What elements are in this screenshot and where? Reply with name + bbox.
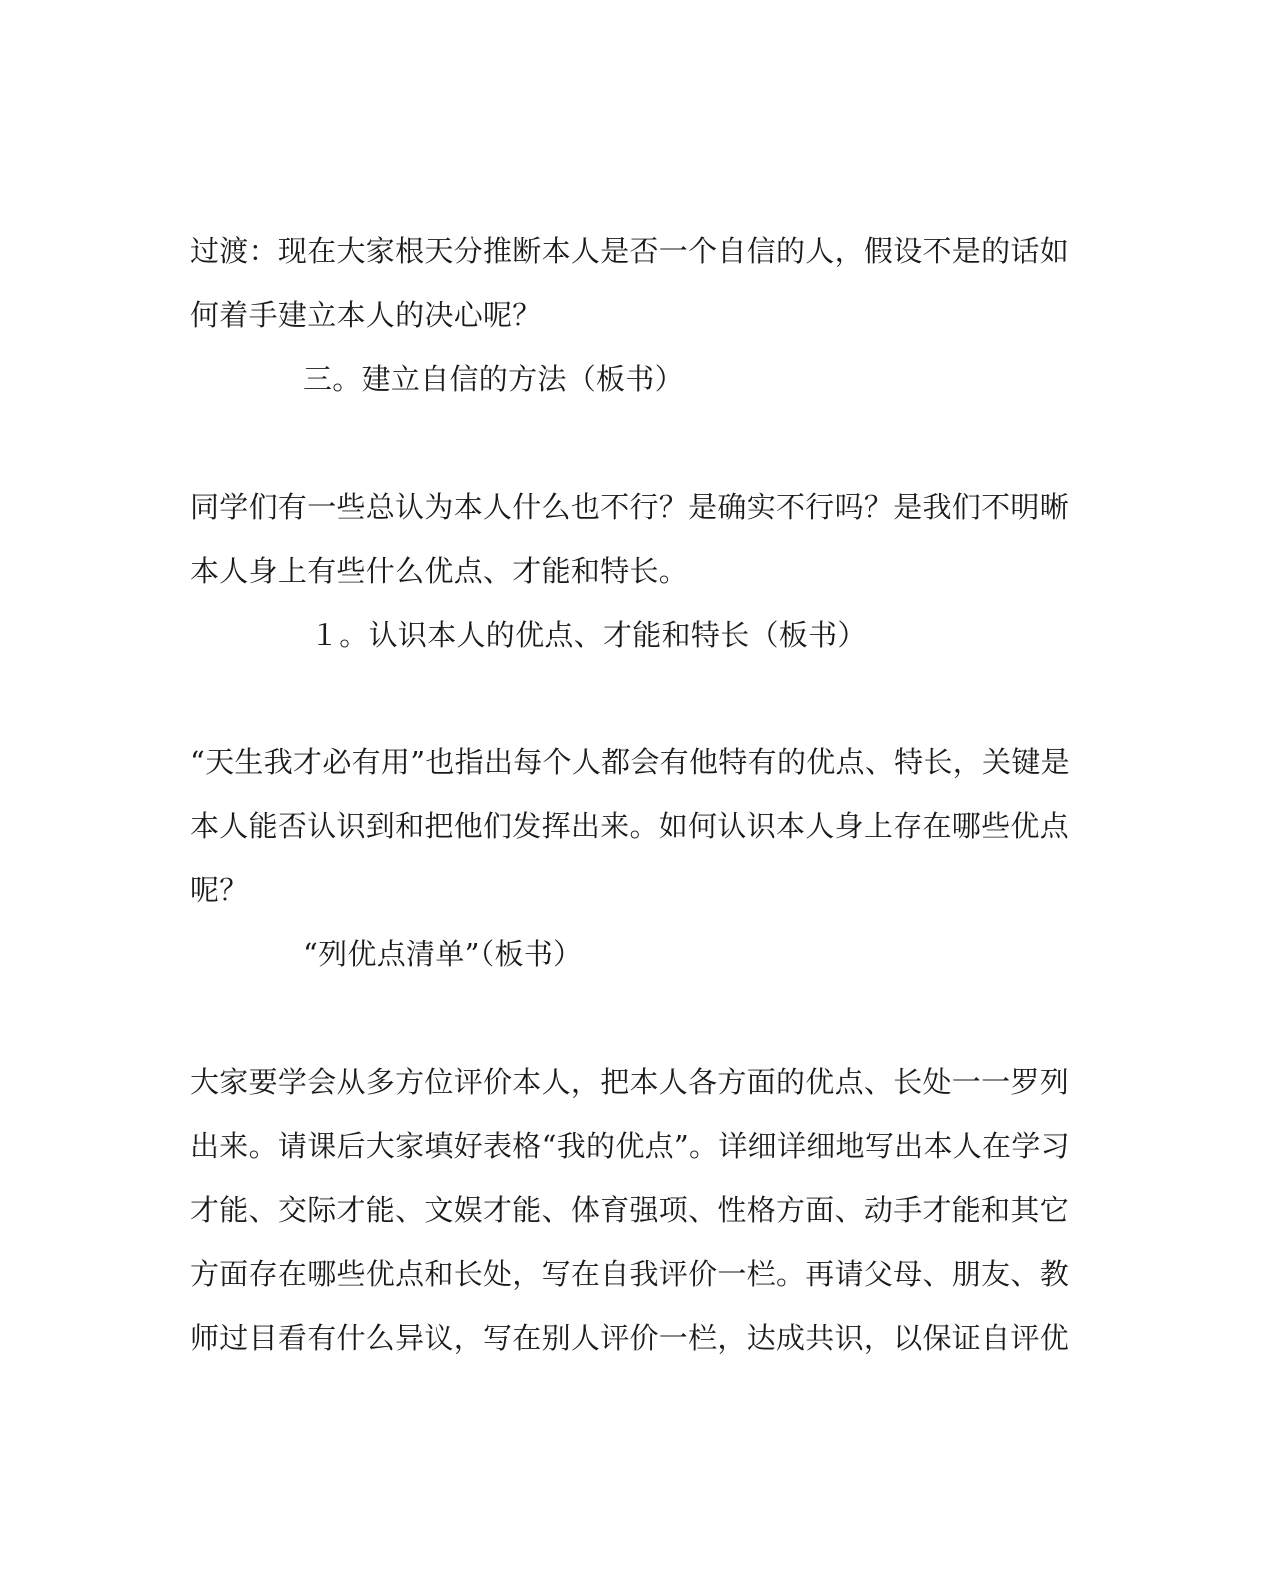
subsection-heading: “列优点清单”（板书） <box>303 937 583 971</box>
paragraph-line: 才能、交际才能、文娱才能、体育强项、性格方面、动手才能和其它 <box>190 1193 1070 1227</box>
paragraph-line: 过渡：现在大家根天分推断本人是否一个自信的人，假设不是的话如 <box>190 234 1070 268</box>
paragraph-line: 师过目看有什么异议，写在别人评价一栏，达成共识，以保证自评优 <box>190 1321 1070 1355</box>
paragraph-line: “天生我才必有用”也指出每个人都会有他特有的优点、特长，关键是 <box>190 745 1070 779</box>
paragraph-line: 本人能否认识到和把他们发挥出来。如何认识本人身上存在哪些优点 <box>190 809 1070 843</box>
subsection-heading: １。认识本人的优点、才能和特长（板书） <box>310 618 867 652</box>
paragraph-line: 大家要学会从多方位评价本人，把本人各方面的优点、长处一一罗列 <box>190 1065 1070 1099</box>
paragraph-line: 本人身上有些什么优点、才能和特长。 <box>190 554 689 588</box>
paragraph-line: 出来。请课后大家填好表格“我的优点”。详细详细地写出本人在学习 <box>190 1129 1070 1163</box>
paragraph-line: 何着手建立本人的决心呢？ <box>190 298 542 332</box>
paragraph-line: 同学们有一些总认为本人什么也不行？是确实不行吗？是我们不明晰 <box>190 490 1070 524</box>
paragraph-line: 方面存在哪些优点和长处，写在自我评价一栏。再请父母、朋友、教 <box>190 1257 1070 1291</box>
paragraph-line: 呢？ <box>190 873 249 907</box>
section-heading: 三。建立自信的方法（板书） <box>303 362 684 396</box>
